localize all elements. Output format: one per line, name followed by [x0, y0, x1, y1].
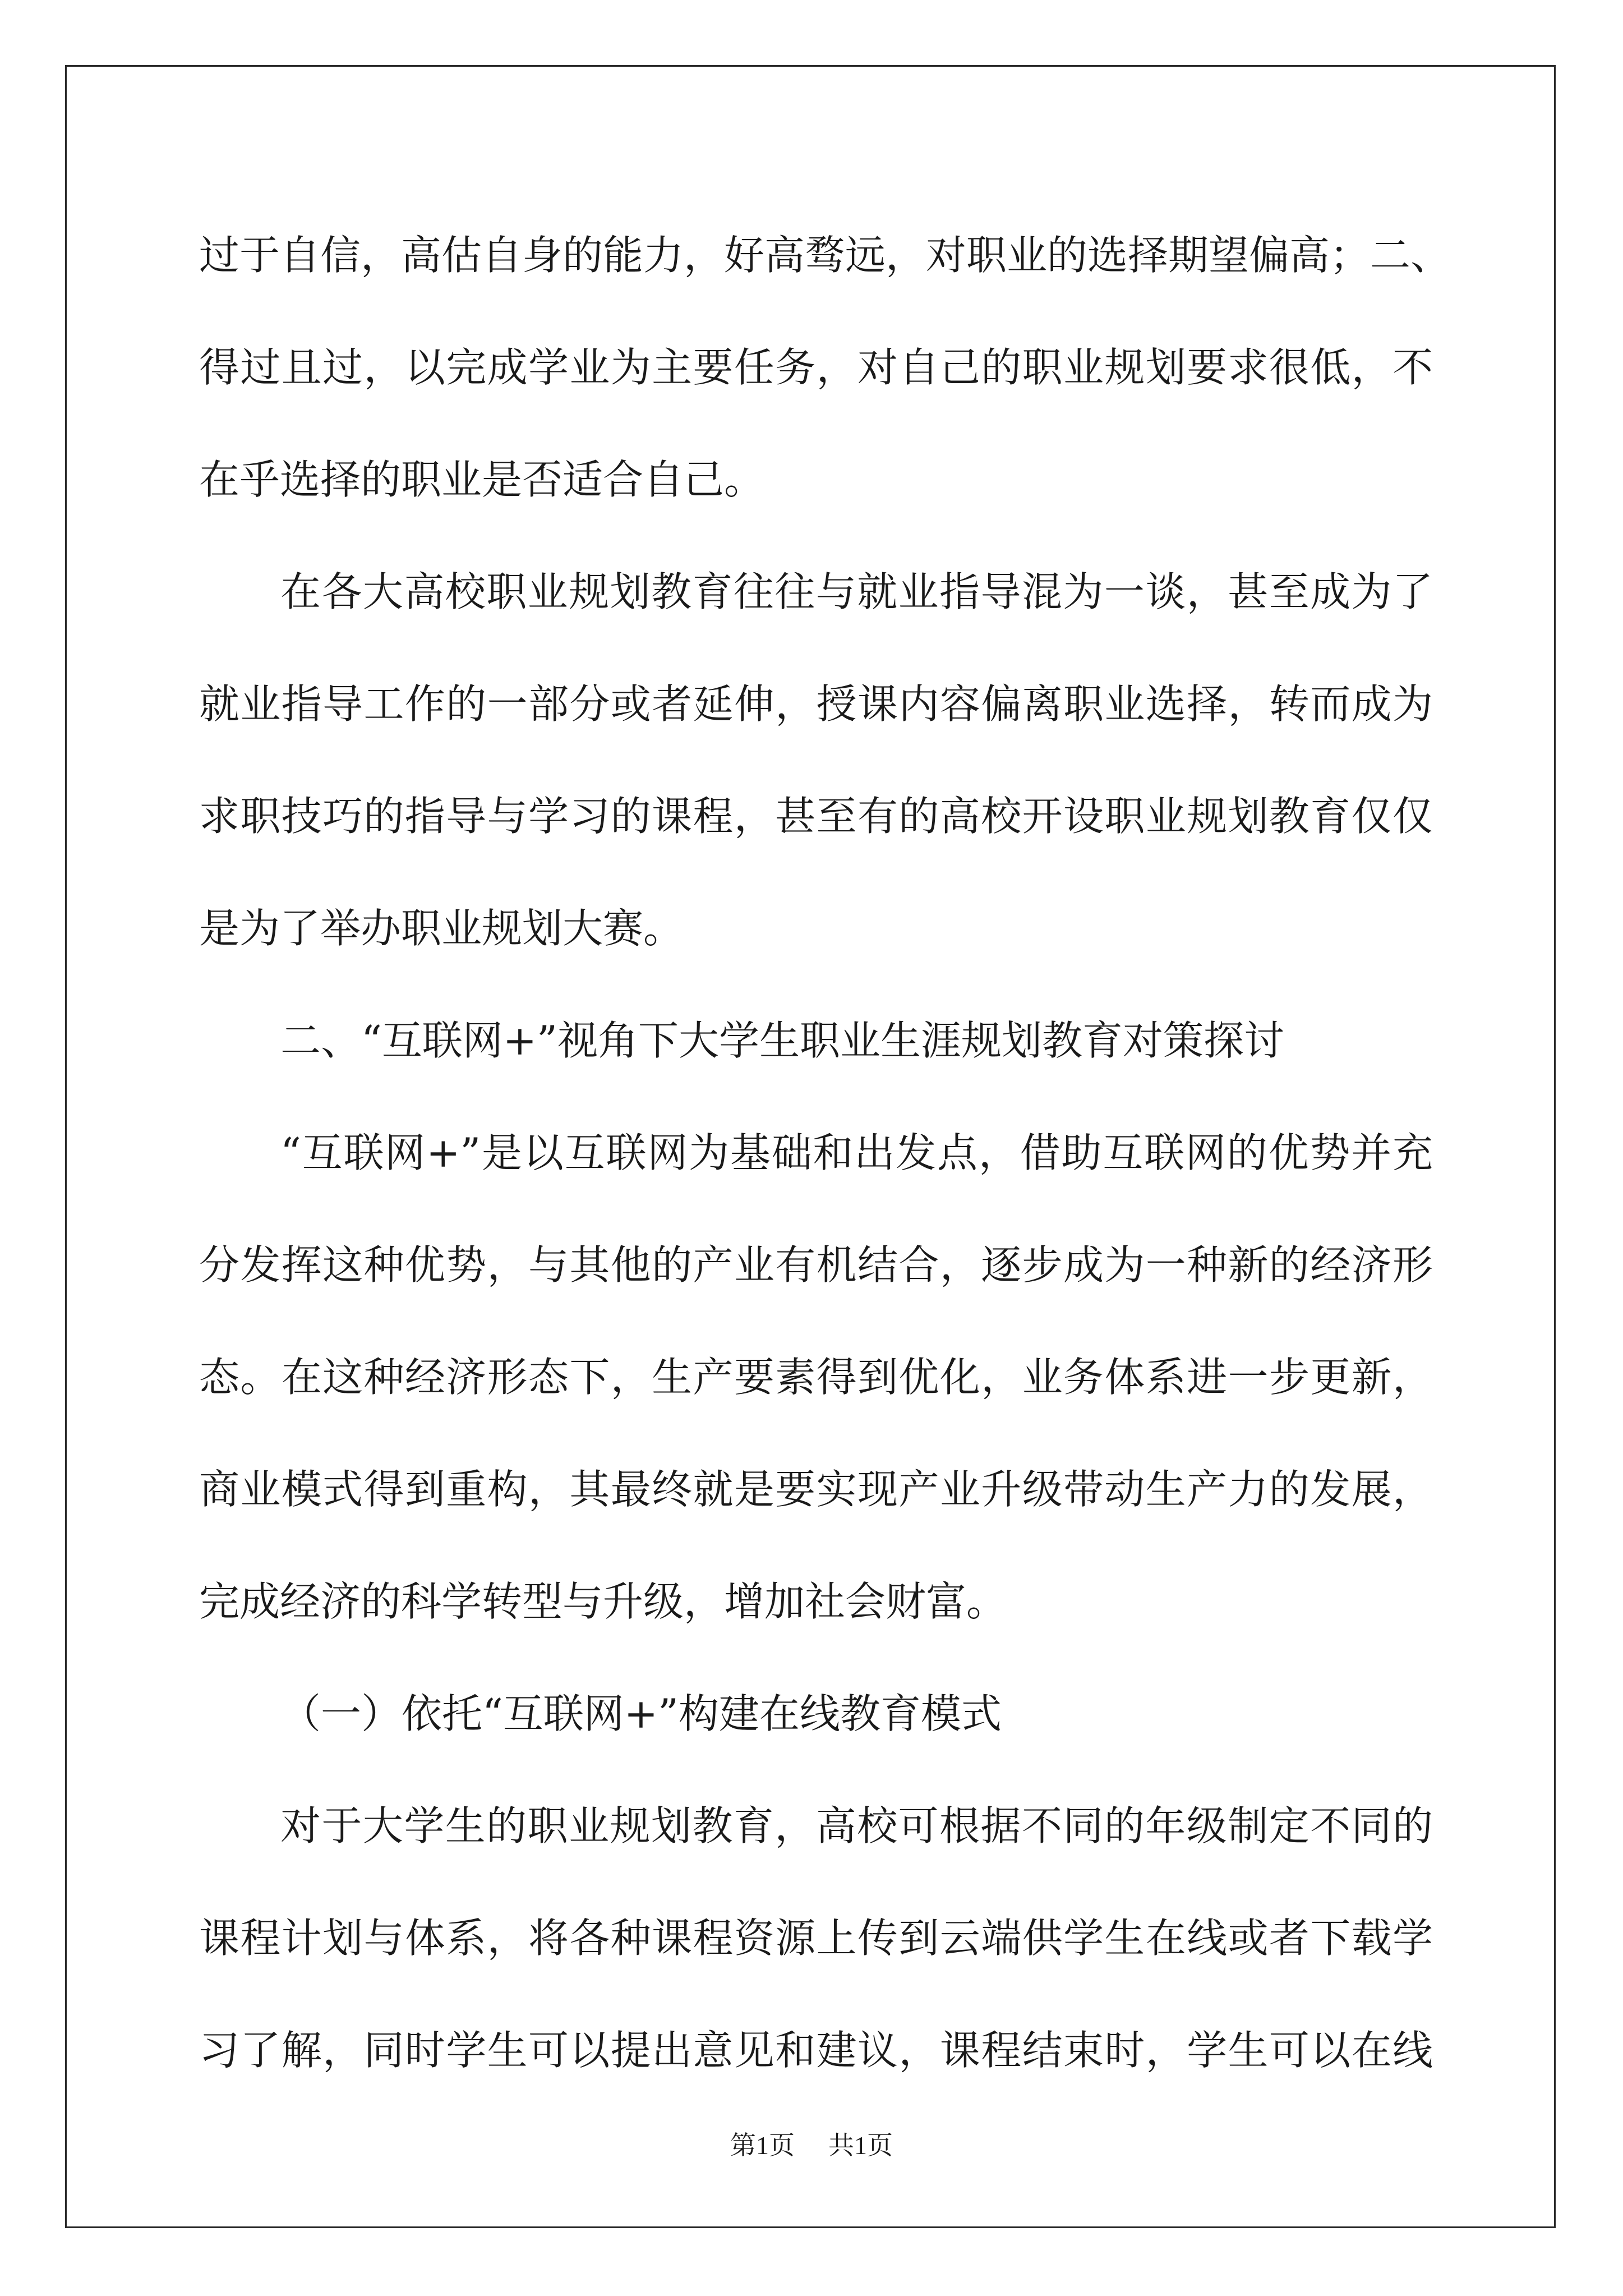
- text-line: 是为了举办职业规划大赛。: [199, 905, 684, 952]
- text-line: 在各大高校职业规划教育往往与就业指导混为一谈，甚至成为了: [280, 568, 1433, 615]
- text-line: 态。在这种经济形态下，生产要素得到优化，业务体系进一步更新，: [199, 1354, 1433, 1401]
- text-line: 就业指导工作的一部分或者延伸，授课内容偏离职业选择，转而成为: [199, 680, 1433, 728]
- page-number-total: 共1页: [828, 2131, 893, 2160]
- text-line: 完成经济的科学转型与升级，增加社会财富。: [199, 1578, 1007, 1625]
- text-line: 过于自信，高估自身的能力，好高骛远，对职业的选择期望偏高；二、: [199, 232, 1451, 279]
- text-line: 得过且过，以完成学业为主要任务，对自己的职业规划要求很低，不: [199, 344, 1433, 391]
- subsection-heading: （一）依托“互联网+”构建在线教育模式: [280, 1690, 1002, 1737]
- text-line: 求职技巧的指导与学习的课程，甚至有的高校开设职业规划教育仅仅: [199, 793, 1433, 840]
- page-footer: [0, 2129, 1623, 2162]
- text-line: 课程计划与体系，将各种课程资源上传到云端供学生在线或者下载学: [199, 1915, 1433, 1962]
- section-heading: 二、“互联网+”视角下大学生职业生涯规划教育对策探讨: [280, 1017, 1284, 1064]
- text-line: “互联网+”是以互联网为基础和出发点，借助互联网的优势并充: [280, 1129, 1433, 1176]
- text-line: 分发挥这种优势，与其他的产业有机结合，逐步成为一种新的经济形: [199, 1241, 1433, 1289]
- document-body: [199, 199, 1451, 2106]
- text-line: 商业模式得到重构，其最终就是要实现产业升级带动生产力的发展，: [199, 1466, 1433, 1513]
- page-number-current: 第1页: [730, 2131, 795, 2160]
- text-line: 在乎选择的职业是否适合自己。: [199, 456, 765, 503]
- text-line: 习了解，同时学生可以提出意见和建议，课程结束时，学生可以在线: [199, 2027, 1433, 2074]
- text-line: 对于大学生的职业规划教育，高校可根据不同的年级制定不同的: [280, 1802, 1433, 1849]
